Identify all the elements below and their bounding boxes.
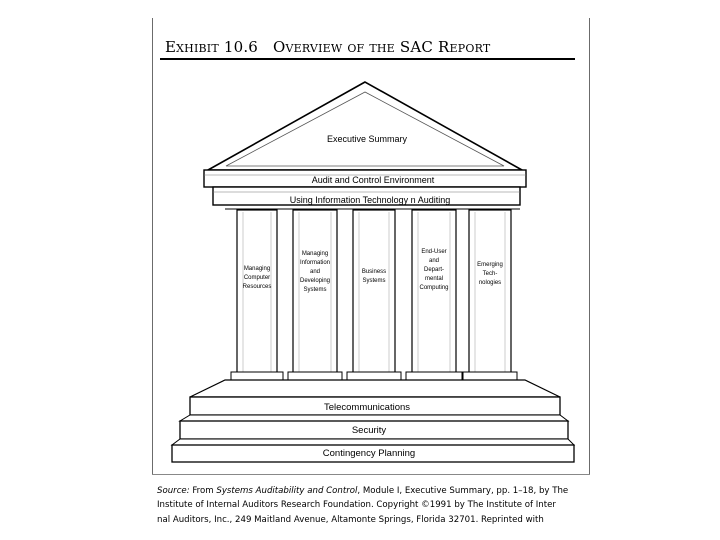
- temple-platform: [190, 380, 560, 397]
- upper-beam-label: Audit and Control Environment: [311, 175, 435, 185]
- column-business-systems: [353, 210, 395, 378]
- step-security: [180, 415, 568, 439]
- lower-beam: [213, 187, 520, 205]
- column-2-line-4: Developing: [299, 278, 331, 284]
- column-4-line-1: End-User: [421, 249, 447, 255]
- step-contingency-planning: [172, 439, 574, 462]
- exhibit-number: Exhibit 10.6: [165, 38, 259, 56]
- column-5-line-3: nologies: [478, 280, 502, 286]
- step-1-label: Telecommunications: [323, 402, 411, 413]
- column-end-user-computing: [412, 210, 456, 378]
- source-book-title: Systems Auditability and Control: [216, 486, 358, 496]
- step-telecommunications: [190, 397, 560, 415]
- column-5-line-1: Emerging: [477, 262, 503, 268]
- column-4-line-3: Depart-: [423, 267, 445, 273]
- column-2-line-5: Systems: [303, 287, 327, 293]
- column-bases: [231, 372, 517, 380]
- column-emerging-technologies: [469, 210, 511, 378]
- source-rule: [152, 474, 590, 475]
- source-line-1: [157, 484, 587, 498]
- columns: [237, 210, 511, 378]
- exhibit-title: Overview of the SAC Report: [272, 38, 491, 56]
- lower-beam-label: Using Information Technology n Auditing: [289, 195, 451, 205]
- source-lead: Source:: [157, 486, 190, 496]
- column-1-line-2: Computer: [243, 275, 271, 281]
- column-4-line-4: mental: [424, 276, 444, 282]
- column-managing-information: [293, 210, 337, 378]
- pediment-label: Executive Summary: [326, 134, 408, 144]
- column-1-line-3: Resources: [242, 284, 272, 290]
- column-2-line-1: Managing: [301, 251, 329, 257]
- column-3-line-1: Business: [361, 269, 387, 275]
- column-4-line-5: Computing: [419, 285, 449, 291]
- source-line-1-rest: , Module I, Executive Summary, pp. 1–18, by The: [357, 486, 569, 496]
- column-5-line-2: Tech-: [482, 271, 498, 277]
- column-4-line-2: and: [428, 258, 440, 264]
- column-3-line-2: Systems: [362, 278, 386, 284]
- source-note: [157, 484, 587, 527]
- column-2-line-3: and: [309, 269, 321, 275]
- source-line-3: nal Auditors, Inc., 249 Maitland Avenue, Altamonte Springs, Florida 32701. Reprinted with: [157, 514, 544, 525]
- upper-beam: [204, 170, 526, 187]
- step-2-label: Security: [351, 425, 387, 436]
- column-1-line-1: Managing: [243, 266, 271, 272]
- step-3-label: Contingency Planning: [322, 448, 416, 459]
- source-prefix: From: [189, 486, 217, 496]
- column-managing-computer-resources: [237, 210, 277, 378]
- pediment: [208, 82, 522, 170]
- source-line-2: Institute of Internal Auditors Research Foundation. Copyright ©1991 by The Institute of Inter: [157, 500, 556, 511]
- column-2-line-2: Information: [299, 260, 331, 266]
